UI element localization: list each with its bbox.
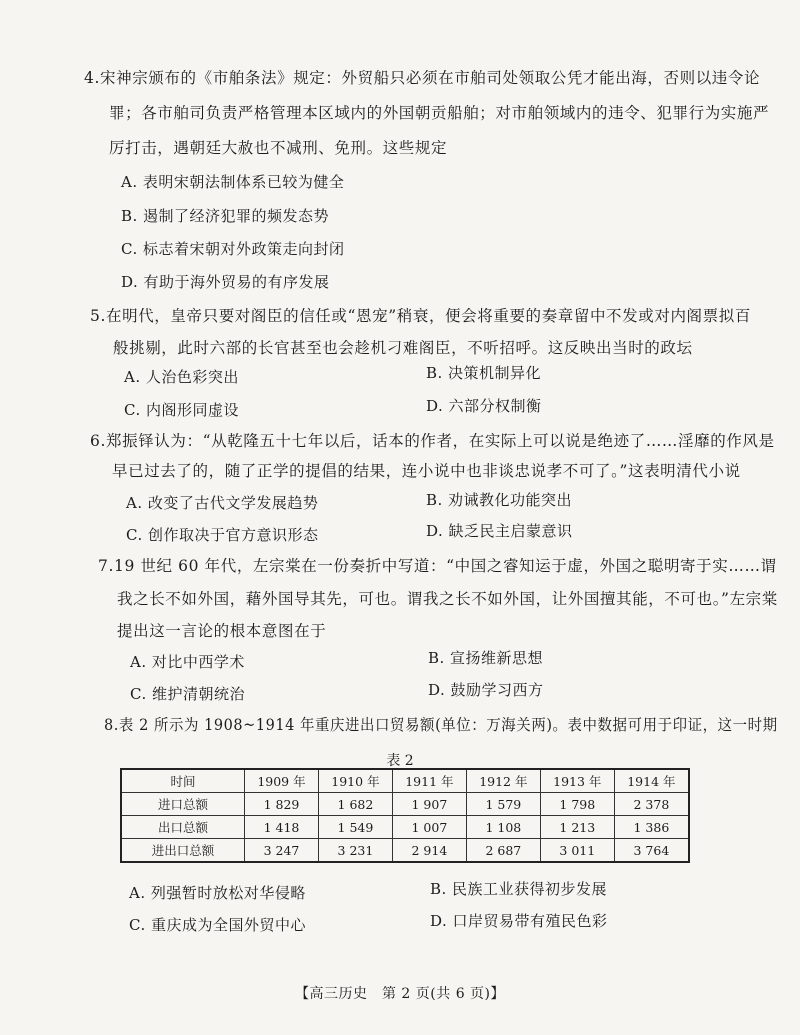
table-cell: 3 231	[318, 839, 392, 863]
table-cell: 出口总额	[121, 816, 245, 839]
q6-stem-line-2: 早已过去了的，随了正学的提倡的结果，连小说中也非谈忠说孝不可了。”这表明清代小说	[112, 462, 741, 480]
table-header-cell: 1913 年	[540, 769, 614, 793]
q5-option-a: A. 人治色彩突出	[124, 368, 239, 386]
q4-option-a: A. 表明宋朝法制体系已较为健全	[121, 173, 345, 191]
table-cell: 3 011	[540, 839, 614, 863]
table-caption: 表 2	[386, 753, 414, 769]
trade-table	[120, 768, 690, 863]
q5-stem-line-1: 5.在明代，皇帝只要对阁臣的信任或“恩宠”稍衰，便会将重要的奏章留中不发或对内阁票拟百	[90, 307, 751, 325]
q5-option-b: B. 决策机制异化	[426, 364, 542, 382]
q4-option-d: D. 有助于海外贸易的有序发展	[121, 273, 330, 291]
table-header-cell: 1909 年	[245, 769, 319, 793]
q6-option-d: D. 缺乏民主启蒙意识	[426, 522, 573, 540]
q4-option-b: B. 遏制了经济犯罪的频发态势	[121, 207, 330, 225]
table-cell: 3 764	[614, 839, 689, 863]
page-footer: 【高三历史 第 2 页(共 6 页)】	[294, 986, 506, 1002]
table-cell: 1 213	[540, 816, 614, 839]
q5-option-d: D. 六部分权制衡	[426, 397, 542, 415]
table-cell: 1 829	[245, 793, 319, 816]
table-cell: 进出口总额	[121, 839, 245, 863]
q8-stem-line-1: 8.表 2 所示为 1908~1914 年重庆进出口贸易额(单位：万海关两)。表中数据可用于印证，这一时期	[104, 716, 778, 734]
q5-option-c: C. 内阁形同虚设	[124, 401, 239, 419]
table-cell: 1 386	[614, 816, 689, 839]
table-cell: 1 798	[540, 793, 614, 816]
q4-option-c: C. 标志着宋朝对外政策走向封闭	[121, 240, 345, 258]
q7-option-b: B. 宣扬维新思想	[428, 649, 544, 667]
q6-option-b: B. 劝诫教化功能突出	[426, 491, 573, 509]
q6-option-c: C. 创作取决于官方意识形态	[126, 526, 319, 544]
q7-stem-line-1: 7.19 世纪 60 年代，左宗棠在一份奏折中写道：“中国之睿知运于虚，外国之聪明寄于实……谓	[98, 557, 777, 575]
table-cell: 2 914	[392, 839, 466, 863]
table-header-cell: 1912 年	[466, 769, 540, 793]
q8-option-b: B. 民族工业获得初步发展	[430, 880, 608, 898]
q7-option-d: D. 鼓励学习西方	[428, 681, 544, 699]
table-row	[121, 816, 689, 839]
table-header-row	[121, 769, 689, 793]
table-header-cell: 1914 年	[614, 769, 689, 793]
q6-stem-line-1: 6.郑振铎认为：“从乾隆五十七年以后，话本的作者，在实际上可以说是绝迹了……淫靡的作风是	[90, 432, 775, 450]
table-cell: 进口总额	[121, 793, 245, 816]
q6-option-a: A. 改变了古代文学发展趋势	[126, 494, 319, 512]
table-row	[121, 793, 689, 816]
q4-stem-line-2: 罪；各市舶司负责严格管理本区域内的外国朝贡船舶；对市舶领域内的违令、犯罪行为实施严	[109, 104, 770, 122]
q5-stem-line-2: 般挑剔，此时六部的长官甚至也会趁机刁难阁臣，不听招呼。这反映出当时的政坛	[113, 339, 693, 357]
table-cell: 1 418	[245, 816, 319, 839]
table-cell: 1 682	[318, 793, 392, 816]
table-cell: 1 007	[392, 816, 466, 839]
q4-stem-line-3: 厉打击，遇朝廷大赦也不减刑、免刑。这些规定	[109, 139, 448, 157]
q4-stem-line-1: 4.宋神宗颁布的《市舶条法》规定：外贸船只必须在市舶司处领取公凭才能出海，否则以违令论	[84, 69, 761, 87]
q7-stem-line-2: 我之长不如外国，藉外国导其先，可也。谓我之长不如外国，让外国擅其能，不可也。”左宗棠	[117, 590, 778, 608]
table-header-cell: 1911 年	[392, 769, 466, 793]
table-cell: 1 549	[318, 816, 392, 839]
table-header-cell: 1910 年	[318, 769, 392, 793]
q8-option-d: D. 口岸贸易带有殖民色彩	[430, 912, 608, 930]
table-header-cell: 时间	[121, 769, 245, 793]
q7-stem-line-3: 提出这一言论的根本意图在于	[117, 622, 327, 640]
q7-option-c: C. 维护清朝统治	[130, 685, 245, 703]
q7-option-a: A. 对比中西学术	[130, 653, 245, 671]
table-cell: 1 907	[392, 793, 466, 816]
q8-option-c: C. 重庆成为全国外贸中心	[129, 916, 306, 934]
table-cell: 1 579	[466, 793, 540, 816]
table-cell: 2 378	[614, 793, 689, 816]
q8-option-a: A. 列强暂时放松对华侵略	[129, 884, 306, 902]
table-cell: 3 247	[245, 839, 319, 863]
table-cell: 1 108	[466, 816, 540, 839]
table-row	[121, 839, 689, 863]
table-cell: 2 687	[466, 839, 540, 863]
